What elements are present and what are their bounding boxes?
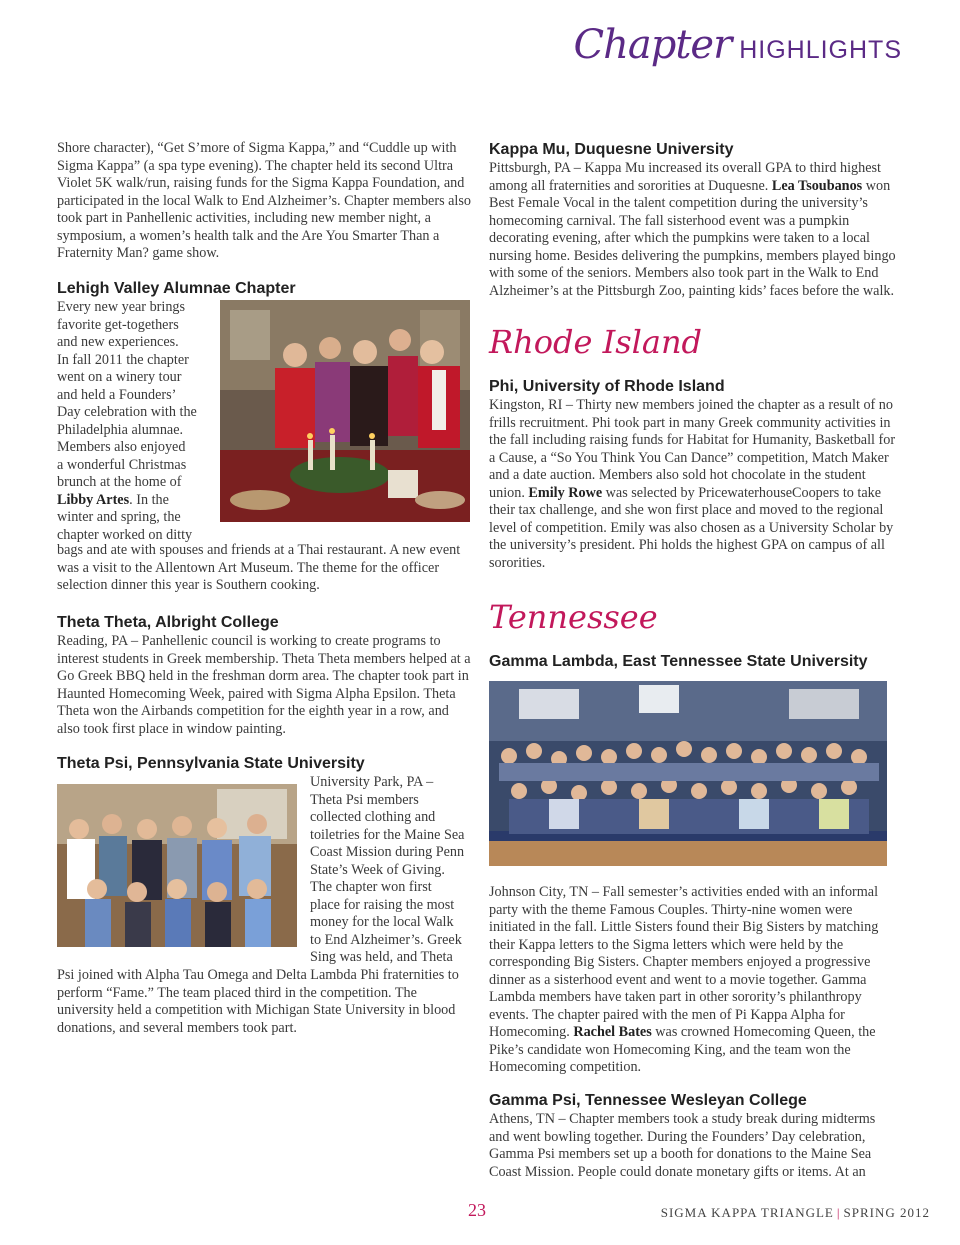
- lehigh-alumnae-photo: [220, 300, 470, 522]
- theta-psi-section: [57, 754, 471, 1037]
- theta-psi-line: State’s Week of Giving.: [310, 861, 445, 878]
- lehigh-line: Every new year brings: [57, 299, 186, 315]
- theta-psi-line: Sing was held, and Theta: [310, 949, 453, 965]
- gamma-psi-paragraph: Athens, TN – Chapter members took a study break during midterms and went bowling together. During the Founders’ Day celebration, Gamma Psi members set up a booth for donations to the Maine Sea Coast Mission. People could donate monetary gifts or items. At an: [489, 1111, 876, 1180]
- theta-psi-rest-paragraph: Psi joined with Alpha Tau Omega and Delta Lambda Phi fraternities to perform “Fame.” The team placed third in the competition. The university held a competition with Michigan State University in blood donations, and several members took part.: [57, 967, 459, 1036]
- lehigh-line: In fall 2011 the chapter: [57, 351, 189, 368]
- theta-psi-line: place for raising the most: [310, 896, 455, 913]
- state-tennessee: Tennessee: [489, 598, 658, 636]
- theta-psi-line: Theta Psi members: [310, 791, 419, 808]
- phi-paragraph: Kingston, RI – Thirty new members joined the chapter as a result of no frills recruitment. Phi took part in many Greek community activities in the fall including raising funds for Habitat for Humanity, Basketball for a Cause, a “So You Think You Can Dance” competition, Match Maker and a date auction. Members also sold hot chocolate in the student union. Emily Rowe was selected by PricewaterhouseCoopers to take their tax challenge, and she won first place and moved to the regional level of competition. Emily was also chosen as a University Scholar by the university’s president. Phi holds the highest GPA on campus of all sororities.: [489, 397, 896, 571]
- lehigh-line: winter and spring, the: [57, 509, 181, 525]
- lehigh-line: a wonderful Christmas: [57, 456, 187, 473]
- kappa-mu-paragraph: Pittsburgh, PA – Kappa Mu increased its overall GPA to third highest among all fraternities and sororities at Duquesne. Lea Tsoubanos won Best Female Vocal in the talent competition during the university’s homecoming carnival. The fall sisterhood event was a pumpkin decorating evening, after which the pumpkins were taken to a local nursing home. Besides delivering the pumpkins, members played bingo with some of the seniors. Members also took part in the Walk to End Alzheimer’s at the Pittsburgh Zoo, painting kids’ faces before the walk.: [489, 160, 896, 299]
- gamma-lambda-section: [489, 652, 899, 1077]
- rachel-bates-name: Rachel Bates: [573, 1024, 652, 1040]
- lehigh-line: and new experiences.: [57, 334, 179, 350]
- header-script-title: Chapter: [573, 22, 732, 68]
- lehigh-line: Members also enjoyed: [57, 439, 186, 455]
- page-number: 23: [468, 1200, 486, 1220]
- header-caps-title: HIGHLIGHTS: [739, 36, 902, 64]
- issue-name: SPRING 2012: [843, 1205, 930, 1220]
- theta-psi-line: to End Alzheimer’s. Greek: [310, 931, 462, 948]
- theta-theta-paragraph: Reading, PA – Panhellenic council is working to create programs to interest students in Greek membership. Theta Theta members helped at a Go Greek BBQ held in the freshman dorm area. The chapter took part in Haunted Homecoming Week, paired with Sigma Alpha Epsilon. Theta Theta won the Airbands competition for the eighth year in a row, and also took first place in window painting.: [57, 633, 471, 737]
- libby-artes-name: Libby Artes: [57, 491, 130, 508]
- lehigh-line: Philadelphia alumnae.: [57, 421, 184, 438]
- lehigh-line: favorite get-togethers: [57, 316, 179, 333]
- phi-title: Phi, University of Rhode Island: [489, 378, 725, 395]
- intro-paragraph: Shore character), “Get S’more of Sigma Kappa,” and “Cuddle up with Sigma Kappa” (a spa type evening). The chapter held its second Ultra Violet 5K walk/run, raising funds for the Sigma Kappa Foundation, and participated in the local Walk to End Alzheimer’s. Chapter members also took part in Panhellenic activities, including new member night, a symposium, a women’s health talk and the Are You Smarter Than a Fraternity Man? game show.: [57, 140, 471, 261]
- lehigh-line: brunch at the home of: [57, 474, 182, 490]
- kappa-mu-title: Kappa Mu, Duquesne University: [489, 141, 734, 158]
- theta-theta-title: Theta Theta, Albright College: [57, 614, 279, 631]
- intro-section: [57, 140, 471, 263]
- phi-section: [489, 377, 899, 572]
- rhode-island-heading: [489, 323, 899, 361]
- publication-name: SIGMA KAPPA TRIANGLE: [660, 1205, 834, 1220]
- theta-psi-photo: [57, 784, 297, 947]
- kappa-mu-section: [489, 140, 899, 300]
- theta-psi-line: toiletries for the Maine Sea: [310, 826, 465, 843]
- theta-psi-line: money for the local Walk: [310, 914, 454, 930]
- lehigh-line: and held a Founders’: [57, 386, 177, 403]
- theta-psi-line: Coast Mission during Penn: [310, 844, 465, 860]
- gamma-lambda-title: Gamma Lambda, East Tennessee State University: [489, 653, 868, 670]
- footer-separator: |: [836, 1205, 841, 1220]
- theta-psi-title: Theta Psi, Pennsylvania State University: [57, 755, 365, 772]
- lehigh-line-bold: Libby Artes. In the: [57, 491, 169, 508]
- theta-psi-line: collected clothing and: [310, 809, 436, 825]
- gamma-psi-section: [489, 1091, 899, 1181]
- lehigh-line: Day celebration with the: [57, 404, 197, 420]
- lea-tsoubanos-name: Lea Tsoubanos: [771, 177, 863, 194]
- gamma-psi-title: Gamma Psi, Tennessee Wesleyan College: [489, 1092, 807, 1109]
- tennessee-heading: [489, 598, 899, 636]
- theta-psi-line: University Park, PA –: [310, 774, 434, 790]
- gamma-lambda-paragraph: Johnson City, TN – Fall semester’s activities ended with an informal party with the theme Famous Couples. Thirty-nine women were initiated in the fall. Little Sisters found their Big Sisters by matching their Kappa letters to the Sigma letters which were held by the corresponding Big Sisters. Chapter members enjoyed a progressive dinner as a sisterhood event and went to a movie together. Gamma Lambda members have taken part in other sorority’s philanthropy events. The chapter paired with the men of Pi Kappa Alpha for Homecoming. Rachel Bates was crowned Homecoming Queen, the Pike’s candidate won Homecoming King, and the team won the Homecoming competition.: [489, 884, 879, 1075]
- page-header: [574, 22, 902, 68]
- theta-psi-line: The chapter won first: [310, 879, 432, 895]
- theta-theta-section: [57, 613, 471, 738]
- lehigh-line: went on a winery tour: [57, 369, 182, 385]
- emily-rowe-name: Emily Rowe: [528, 484, 603, 501]
- lehigh-line: chapter worked on ditty: [57, 526, 193, 543]
- gamma-lambda-photo: [489, 681, 887, 866]
- lehigh-rest-paragraph: bags and ate with spouses and friends at a Thai restaurant. A new event was a visit to the Allentown Art Museum. The theme for the officer selection dinner this year is Southern cooking.: [57, 542, 461, 593]
- lehigh-wrapped-text: [57, 299, 207, 544]
- state-rhode-island: Rhode Island: [489, 323, 703, 361]
- theta-psi-wrapped-text: [310, 774, 475, 967]
- footer-publication: [661, 1205, 930, 1221]
- lehigh-continued: [57, 542, 471, 595]
- lehigh-title: Lehigh Valley Alumnae Chapter: [57, 280, 296, 297]
